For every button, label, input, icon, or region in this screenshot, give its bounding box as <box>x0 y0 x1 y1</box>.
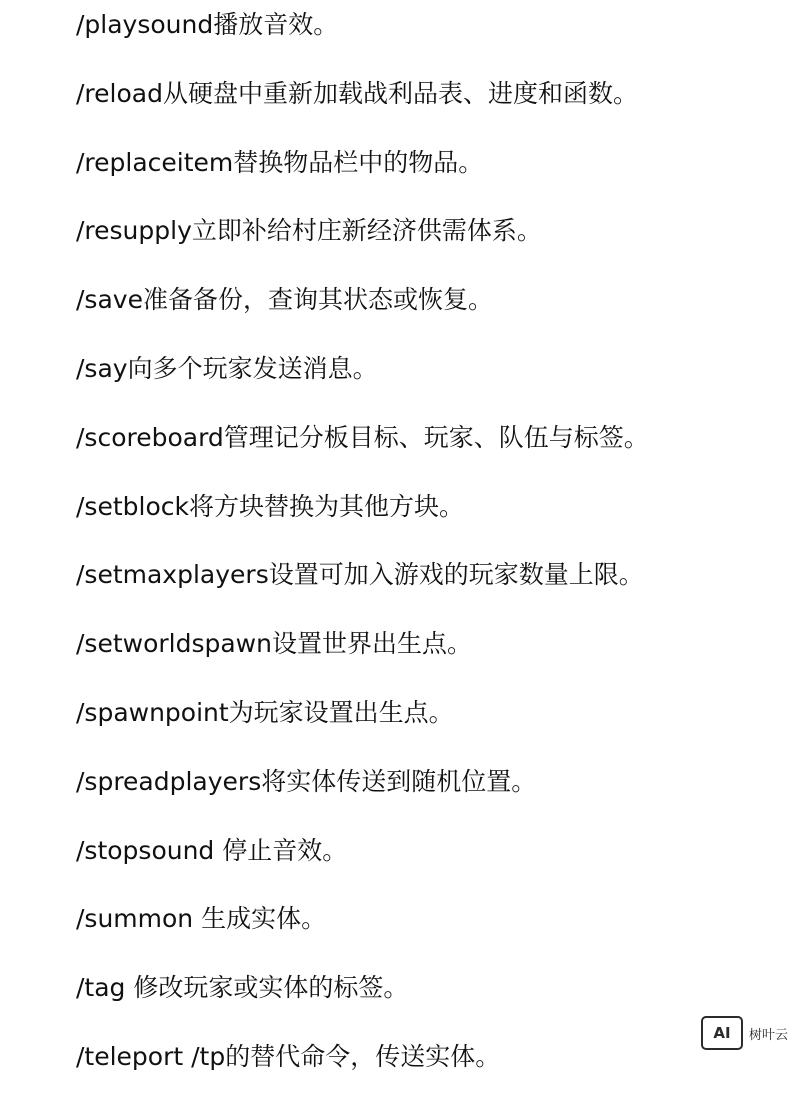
command-line-spreadplayers: /spreadplayers将实体传送到随机位置。 <box>76 766 537 796</box>
command-line-playsound: /playsound播放音效。 <box>76 10 339 39</box>
command-line-reload: /reload从硬盘中重新加载战利品表、进度和函数。 <box>76 78 638 108</box>
command-line-setworldspawn: /setworldspawn设置世界出生点。 <box>76 629 472 659</box>
command-line-spawnpoint: /spawnpoint为玩家设置出生点。 <box>76 697 454 727</box>
command-line-stopsound: /stopsound 停止音效。 <box>76 835 348 865</box>
command-line-save: /save准备备份，查询其状态或恢复。 <box>76 285 493 315</box>
command-line-say: /say向多个玩家发送消息。 <box>76 353 378 383</box>
watermark <box>701 1016 788 1050</box>
command-line-summon: /summon 生成实体。 <box>76 904 327 934</box>
command-line-scoreboard: /scoreboard管理记分板目标、玩家、队伍与标签。 <box>76 422 649 452</box>
command-line-setblock: /setblock将方块替换为其他方块。 <box>76 491 464 521</box>
watermark-text: 树叶云 <box>748 1027 788 1043</box>
command-line-setmaxplayers: /setmaxplayers设置可加入游戏的玩家数量上限。 <box>76 560 644 590</box>
watermark-logo-icon: AI <box>701 1016 743 1050</box>
command-line-resupply: /resupply立即补给村庄新经济供需体系。 <box>76 216 542 246</box>
command-line-tag: /tag 修改玩家或实体的标签。 <box>76 973 409 1003</box>
command-line-teleport: /teleport /tp的替代命令，传送实体。 <box>76 1041 501 1071</box>
command-list <box>76 0 776 1101</box>
command-line-replaceitem: /replaceitem替换物品栏中的物品。 <box>76 147 484 177</box>
